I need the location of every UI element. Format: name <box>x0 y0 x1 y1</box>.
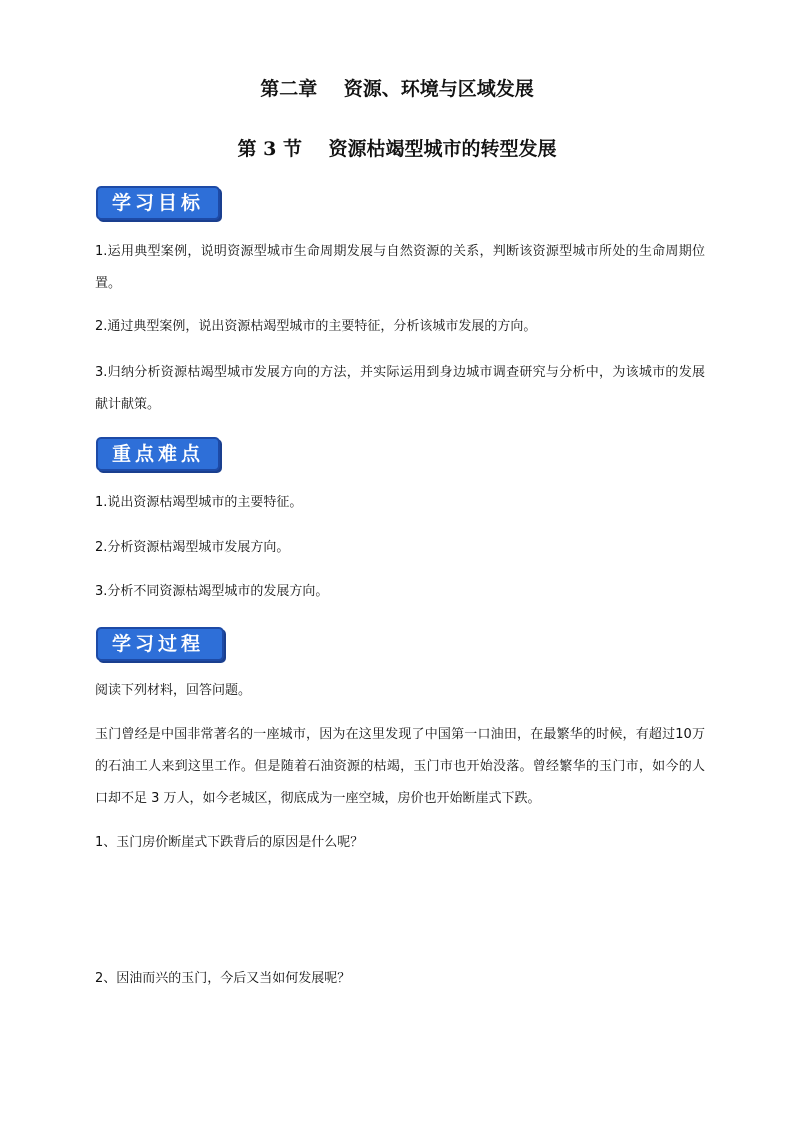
reading-instruction: 阅读下列材料，回答问题。 <box>95 683 252 698</box>
objective-item-1: 1.运用典型案例，说明资源型城市生命周期发展与自然资源的关系，判断该资源型城市所处的生命周期位置。 <box>95 244 705 291</box>
key-point-item-3: 3.分析不同资源枯竭型城市的发展方向。 <box>95 584 329 599</box>
reading-material: 玉门曾经是中国非常著名的一座城市，因为在这里发现了中国第一口油田，在最繁华的时候，有超过10万的石油工人来到这里工作。但是随着石油资源的枯竭，玉门市也开始没落。曾经繁华的玉门市，如今的人口却不足 3 万人，如今老城区，彻底成为一座空城，房价也开始断崖式下跌。 <box>95 727 705 806</box>
objectives-heading-banner: 学习目标 <box>96 186 220 220</box>
process-heading-banner: 学习过程 <box>96 627 224 661</box>
key-points-heading-banner: 重点难点 <box>96 437 220 471</box>
objective-item-3: 3.归纳分析资源枯竭型城市发展方向的方法，并实际运用到身边城市调查研究与分析中，为该城市的发展献计献策。 <box>95 365 705 412</box>
question-2: 2、因油而兴的玉门，今后又当如何发展呢？ <box>95 971 351 986</box>
objective-item-2: 2.通过典型案例，说出资源枯竭型城市的主要特征，分析该城市发展的方向。 <box>95 319 537 334</box>
key-point-item-1: 1.说出资源枯竭型城市的主要特征。 <box>95 495 303 510</box>
section-title: 第 3 节 资源枯竭型城市的转型发展 <box>237 138 557 160</box>
question-1: 1、玉门房价断崖式下跌背后的原因是什么呢？ <box>95 835 364 850</box>
chapter-title: 第二章 资源、环境与区域发展 <box>260 78 534 100</box>
key-point-item-2: 2.分析资源枯竭型城市发展方向。 <box>95 540 290 555</box>
